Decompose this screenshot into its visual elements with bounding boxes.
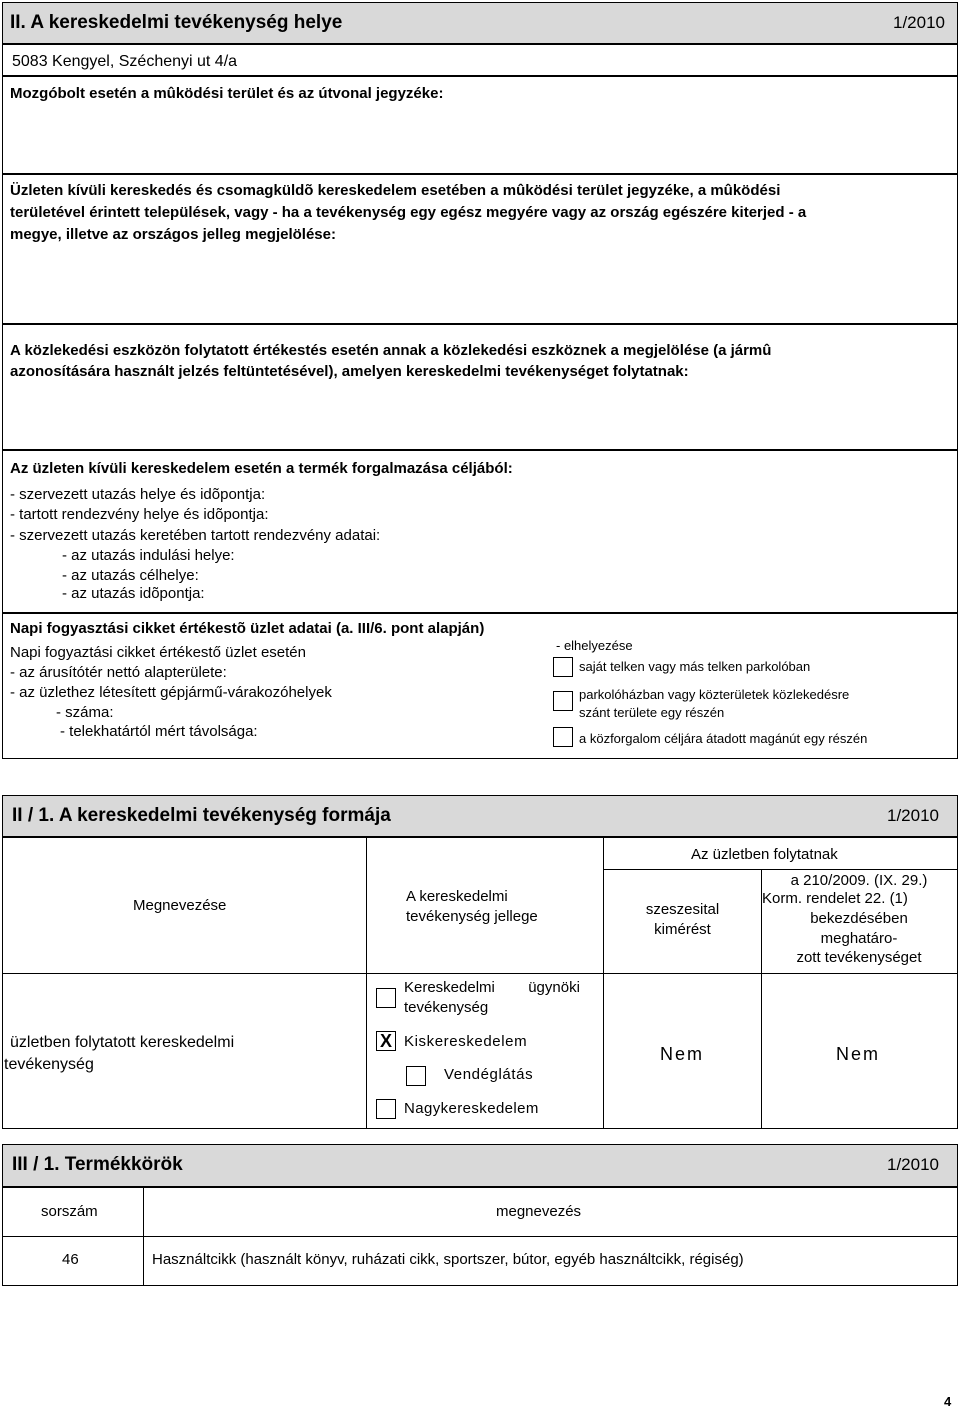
catering-label: Vendéglátás [444,1066,534,1083]
promo-title: Az üzleten kívüli kereskedelem esetén a termék forgalmazása céljából: [10,460,513,477]
col-reg-header: bekezdésében [810,910,908,927]
col-name-header: Megnevezése [133,897,227,914]
row-divider [2,973,958,974]
row-divider [603,869,958,870]
daily-left: - az árusítótér nettó alapterülete: [10,664,227,681]
col-reg-header: a 210/2009. (IX. 29.) [790,872,928,889]
section2-year: 1/2010 [893,13,945,32]
daily-left: - száma: [56,704,114,721]
page-number: 4 [944,1394,952,1409]
outside-line-2: területével érintett települések, vagy - ha a tevékenység egy egész megyére vagy az ország egészére kiterjed - a [10,204,807,221]
col-divider [366,837,367,1129]
daily-title: Napi fogyasztási cikket értékestõ üzlet adatai (a. III/6. pont alapján) [10,620,485,637]
agent-checkbox[interactable] [376,988,396,1008]
col-reg-header: zott tevékenységet [796,949,922,966]
daily-left: - az üzlethez létesített gépjármű-várakozóhelyek [10,684,332,701]
location-label: - elhelyezése [556,638,633,653]
daily-left: Napi fogyaztási cikket értékestő üzlet esetén [10,644,306,661]
col-nature-header: A kereskedelmi [406,888,508,905]
section21-year: 1/2010 [887,806,939,825]
vehicle-line-2: azonosítására használt jelzés feltüntetésével), amelyen kereskedelmi tevékenységet folytatnak: [10,363,689,380]
regulated-value: Nem [836,1044,881,1064]
parking-own-label: saját telken vagy más telken parkolóban [579,659,811,674]
col-reg-header: Korm. rendelet 22. (1) [762,890,908,907]
parking-garage-label: parkolóházban vagy közterületek közlekedésre [579,687,850,702]
promo-item: - szervezett utazás helye és idõpontja: [10,486,266,503]
section31-title: III / 1. Termékkörök [12,1154,183,1175]
product-number: 46 [62,1251,79,1268]
promo-item: - szervezett utazás keretében tartott rendezvény adatai: [10,527,381,544]
catering-checkbox[interactable] [406,1066,426,1086]
agent-label: Kereskedelmi ügynöki [404,979,580,996]
outside-line-1: Üzleten kívüli kereskedés és csomagküldõ kereskedelem esetében a mûködési terület jegyzéke, a mûködési [10,182,781,199]
parking-own-checkbox[interactable] [553,657,573,677]
row-name-2: tevékenység [4,1056,94,1073]
product-name: Használtcikk (használt könyv, ruházati cikk, sportszer, bútor, egyéb használtcikk, régiség) [152,1251,744,1268]
col-store-header: Az üzletben folytatnak [691,846,838,863]
section2-title: II. A kereskedelmi tevékenység helye [10,12,343,33]
retail-label: Kiskereskedelem [404,1033,528,1050]
col-nature-header-2: tevékenység jellege [406,908,538,925]
vehicle-line-1: A közlekedési eszközön folytatott értékestés esetén annak a közlekedési eszköznek a megjelölése (a jármû [10,342,772,359]
section31-year: 1/2010 [887,1155,939,1174]
address: 5083 Kengyel, Széchenyi ut 4/a [12,53,238,70]
alcohol-value: Nem [660,1044,705,1064]
col-reg-header: meghatáro- [820,930,898,947]
col-alcohol-header: szeszesital [645,901,720,918]
col-divider [761,869,762,1129]
promo-item: - az utazás indulási helye: [62,547,235,564]
row-name: üzletben folytatott kereskedelmi [10,1034,235,1051]
promo-item: - az utazás idõpontja: [62,585,205,602]
row-divider [2,1236,958,1237]
section21-title: II / 1. A kereskedelmi tevékenység formája [12,805,391,826]
parking-garage-checkbox[interactable] [553,691,573,711]
agent-label-2: tevékenység [404,999,489,1016]
daily-left: - telekhatártól mért távolsága: [60,723,258,740]
parking-garage-label-2: szánt területe egy részén [579,705,725,720]
col-alcohol-header-2: kimérést [654,921,711,938]
wholesale-label: Nagykereskedelem [404,1100,539,1117]
parking-road-label: a közforgalom céljára átadott magánút egy részén [579,731,868,746]
mobile-label: Mozgóbolt esetén a mûködési terület és az útvonal jegyzéke: [10,85,444,102]
col-sorszam: sorszám [41,1203,98,1220]
promo-item: - tartott rendezvény helye és idõpontja: [10,506,269,523]
col-divider [603,837,604,1129]
parking-road-checkbox[interactable] [553,727,573,747]
retail-checkbox[interactable]: X [376,1031,396,1051]
promo-item: - az utazás célhelye: [62,567,199,584]
outside-line-3: megye, illetve az országos jelleg megjelölése: [10,226,336,243]
col-megnevezes: megnevezés [496,1203,582,1220]
wholesale-checkbox[interactable] [376,1099,396,1119]
